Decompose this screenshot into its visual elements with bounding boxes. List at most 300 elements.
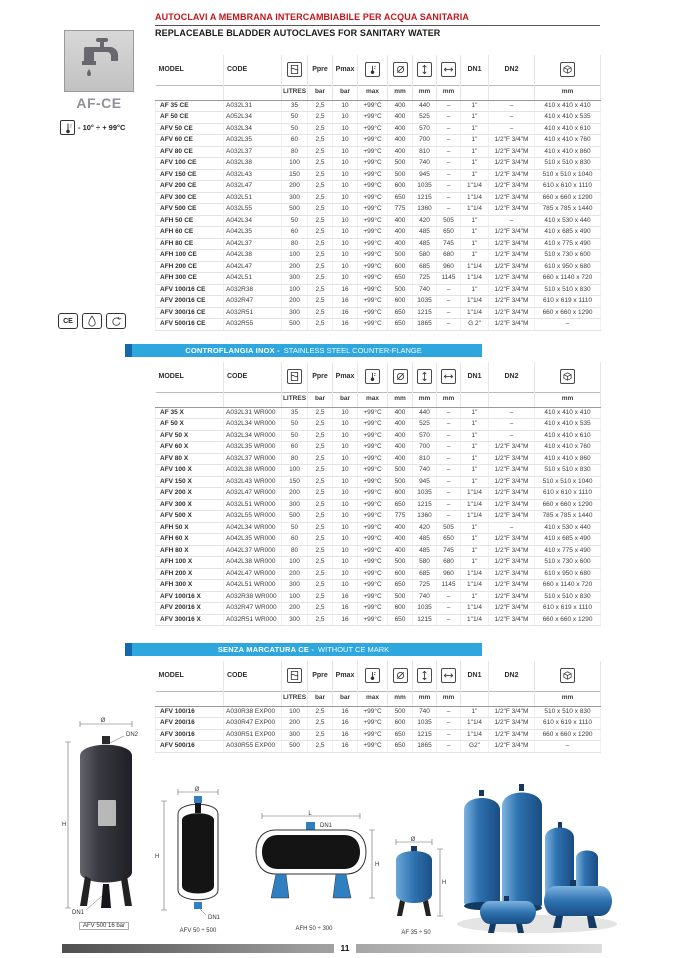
dim-height-label: H	[155, 854, 160, 860]
table-cell: 400	[388, 522, 413, 534]
table-cell: 610 x 619 x 1110	[535, 718, 601, 730]
height-icon	[417, 668, 432, 683]
table-cell: 10	[333, 204, 358, 216]
table-cell: 1/2"F 3/4"M	[489, 250, 535, 262]
table-cell: 580	[413, 557, 437, 569]
temperature-range-badge	[60, 120, 125, 135]
table-cell: 1/2"F 3/4"M	[489, 614, 535, 626]
table-cell: 400	[388, 215, 413, 227]
table-cell: 610 x 619 x 1110	[535, 296, 601, 308]
table-cell: 410 x 410 x 610	[535, 430, 601, 442]
table-row	[156, 407, 601, 419]
unit-mm: mm	[535, 392, 601, 407]
table-cell: AFV 500 CE	[156, 204, 224, 216]
table-cell: A032L38	[224, 158, 282, 170]
table-cell: 16	[333, 741, 358, 753]
capacity-icon	[287, 668, 302, 683]
table-cell: AFV 300/16 X	[156, 614, 224, 626]
table-cell: 1/2"F 3/4"M	[489, 227, 535, 239]
table-cell: 1"1/4	[461, 488, 489, 500]
table-cell: 16	[333, 603, 358, 615]
table-cell: 2,5	[308, 499, 333, 511]
table-cell: 10	[333, 158, 358, 170]
table-cell: 650	[388, 729, 413, 741]
table-cell: 2,5	[308, 557, 333, 569]
table-cell: 410 x 410 x 760	[535, 442, 601, 454]
table-cell: 1035	[413, 296, 437, 308]
col-dn2: DN2	[489, 55, 535, 85]
table-cell: 1/2"F 3/4"M	[489, 169, 535, 181]
table-cell: 16	[333, 296, 358, 308]
table-cell: 1"	[461, 407, 489, 419]
table-cell: A032L35 WR000	[224, 442, 282, 454]
table-cell: 510 x 730 x 600	[535, 250, 601, 262]
table-cell: 1"	[461, 706, 489, 718]
unit-mm: mm	[388, 392, 413, 407]
table-cell: 200	[282, 603, 308, 615]
unit-mm: mm	[437, 691, 461, 706]
table-cell: 400	[388, 100, 413, 112]
table-cell: 775	[388, 511, 413, 523]
table-cell: AFV 500 X	[156, 511, 224, 523]
table-cell: 500	[388, 557, 413, 569]
table-cell: +99°C	[358, 476, 388, 488]
table-cell: –	[489, 522, 535, 534]
table-cell: 1/2"F 3/4"M	[489, 453, 535, 465]
table-cell: 1"1/4	[461, 729, 489, 741]
table-cell: 610 x 950 x 680	[535, 568, 601, 580]
table-row	[156, 568, 601, 580]
table-cell: 300	[282, 499, 308, 511]
table-cell: +99°C	[358, 146, 388, 158]
table-cell: 1"1/4	[461, 296, 489, 308]
col-model: MODEL	[156, 362, 224, 392]
recycle-icon	[106, 313, 126, 329]
table-cell: 660 x 660 x 1290	[535, 614, 601, 626]
table-cell: +99°C	[358, 181, 388, 193]
table-cell: 400	[388, 146, 413, 158]
table-cell: 570	[413, 430, 437, 442]
diagram-horizontal-tank	[246, 810, 382, 932]
table-cell: 80	[282, 146, 308, 158]
table-cell: AFV 100/16 CE	[156, 284, 224, 296]
dn2-label: DN2	[126, 732, 139, 738]
table-cell: 2,5	[308, 296, 333, 308]
dn1-label: DN1	[320, 823, 333, 829]
unit-bar: bar	[308, 691, 333, 706]
table-cell: 775	[388, 204, 413, 216]
table-cell: A032L31	[224, 100, 282, 112]
table-cell: A032R51 WR000	[224, 614, 282, 626]
table-cell: 2,5	[308, 488, 333, 500]
table-cell: 1035	[413, 718, 437, 730]
table-cell: 1215	[413, 729, 437, 741]
table-cell: 500	[388, 591, 413, 603]
table-cell: 650	[388, 307, 413, 319]
table-cell: 1145	[437, 273, 461, 285]
table-cell: 420	[413, 522, 437, 534]
table-cell: –	[437, 465, 461, 477]
table-cell: –	[437, 442, 461, 454]
table-cell: 400	[388, 238, 413, 250]
col-pmax: Pmax	[333, 362, 358, 392]
table-cell: +99°C	[358, 123, 388, 135]
table-cell: A032L47 WR000	[224, 488, 282, 500]
table-cell: 10	[333, 100, 358, 112]
table-cell: 1/2"F 3/4"M	[489, 476, 535, 488]
table-cell: 410 x 410 x 760	[535, 135, 601, 147]
table-cell: A030R55 EXP00	[224, 741, 282, 753]
table-cell: –	[437, 158, 461, 170]
table-cell: 1"1/4	[461, 181, 489, 193]
table-cell: 2,5	[308, 511, 333, 523]
table-row	[156, 158, 601, 170]
table-cell: 10	[333, 442, 358, 454]
table-cell: +99°C	[358, 557, 388, 569]
banner-title-english: STAINLESS STEEL COUNTER-FLANGE	[283, 346, 422, 355]
table-cell: 10	[333, 273, 358, 285]
table-cell: 10	[333, 123, 358, 135]
table-cell: +99°C	[358, 319, 388, 331]
product-image-box	[64, 30, 134, 92]
table-cell: 1/2"F 3/4"M	[489, 465, 535, 477]
table-cell: 1"	[461, 522, 489, 534]
table-cell: +99°C	[358, 419, 388, 431]
table-cell: –	[489, 112, 535, 124]
table-cell: 650	[388, 499, 413, 511]
table-cell: +99°C	[358, 215, 388, 227]
table-cell: 650	[388, 192, 413, 204]
table-cell: 2,5	[308, 465, 333, 477]
table-cell: 60	[282, 227, 308, 239]
table-cell: A042L38	[224, 250, 282, 262]
table-cell: 945	[413, 476, 437, 488]
table-cell: 2,5	[308, 442, 333, 454]
table-cell: 2,5	[308, 215, 333, 227]
table-cell: 500	[282, 511, 308, 523]
table-cell: –	[437, 603, 461, 615]
table-cell: –	[437, 181, 461, 193]
table-cell: A042L34	[224, 215, 282, 227]
table-cell: 10	[333, 419, 358, 431]
table-cell: 1/2"F 3/4"M	[489, 718, 535, 730]
thermometer-icon	[60, 120, 75, 135]
table-cell: A032L34	[224, 123, 282, 135]
table-cell: 2,5	[308, 158, 333, 170]
table-row	[156, 718, 601, 730]
table-cell: +99°C	[358, 614, 388, 626]
table-cell: 10	[333, 112, 358, 124]
height-icon	[417, 369, 432, 384]
table-cell: 1/2"F 3/4"M	[489, 534, 535, 546]
table-cell: AFV 300 X	[156, 499, 224, 511]
table-row	[156, 169, 601, 181]
table-cell: 745	[437, 545, 461, 557]
table-cell: 1"1/4	[461, 614, 489, 626]
table-header-icons-row	[156, 661, 601, 691]
table-cell: AFH 80 X	[156, 545, 224, 557]
table-cell: AFV 60 X	[156, 442, 224, 454]
table-cell: 400	[388, 545, 413, 557]
col-code: CODE	[224, 362, 282, 392]
col-code: CODE	[224, 55, 282, 85]
ce-mark-icon: CE	[58, 313, 78, 329]
table-cell: 1"	[461, 476, 489, 488]
table-cell: 50	[282, 430, 308, 442]
table-row	[156, 112, 601, 124]
table-cell: 1035	[413, 181, 437, 193]
table-cell: 650	[388, 580, 413, 592]
table-cell: 100	[282, 284, 308, 296]
table-cell: 400	[388, 419, 413, 431]
table-row	[156, 453, 601, 465]
table-cell: 10	[333, 580, 358, 592]
table-cell: 410 x 410 x 535	[535, 112, 601, 124]
unit-bar: bar	[333, 85, 358, 100]
table-cell: 410 x 685 x 490	[535, 227, 601, 239]
table-cell: A042L47	[224, 261, 282, 273]
table-cell: 1"	[461, 112, 489, 124]
table-cell: AFV 300 CE	[156, 192, 224, 204]
table-cell: 1865	[413, 741, 437, 753]
table-cell: 420	[413, 215, 437, 227]
table-cell: 10	[333, 453, 358, 465]
table-cell: 740	[413, 591, 437, 603]
table-cell: –	[437, 112, 461, 124]
table-cell: –	[437, 706, 461, 718]
table-cell: 80	[282, 238, 308, 250]
table-cell: 700	[413, 442, 437, 454]
faucet-icon	[76, 37, 122, 86]
table-cell: 1"1/4	[461, 261, 489, 273]
table-cell: 35	[282, 407, 308, 419]
table-cell: AFH 50 X	[156, 522, 224, 534]
table-row	[156, 319, 601, 331]
table-cell: 1"	[461, 227, 489, 239]
table-cell: 1/2"F 3/4"M	[489, 284, 535, 296]
col-code: CODE	[224, 661, 282, 691]
dn1-label: DN1	[208, 915, 221, 921]
table-cell: 1/2"F 3/4"M	[489, 568, 535, 580]
table-cell: A032L51 WR000	[224, 499, 282, 511]
table-cell: –	[437, 169, 461, 181]
table-cell: 2,5	[308, 319, 333, 331]
table-cell: 50	[282, 522, 308, 534]
table-cell: +99°C	[358, 706, 388, 718]
col-model: MODEL	[156, 661, 224, 691]
table-cell: 150	[282, 169, 308, 181]
table-cell: 16	[333, 706, 358, 718]
table-cell: AF 50 X	[156, 419, 224, 431]
table-cell: 2,5	[308, 273, 333, 285]
table-cell: 610 x 950 x 680	[535, 261, 601, 273]
table-cell: 300	[282, 192, 308, 204]
table-cell: AFH 300 X	[156, 580, 224, 592]
table-cell: AFV 200 CE	[156, 181, 224, 193]
table-cell: +99°C	[358, 591, 388, 603]
table-cell: A032R38	[224, 284, 282, 296]
table-cell: 10	[333, 135, 358, 147]
table-cell: 600	[388, 718, 413, 730]
table-cell: 485	[413, 227, 437, 239]
table-cell: 10	[333, 192, 358, 204]
table-cell: 1"	[461, 250, 489, 262]
table-cell: 2,5	[308, 591, 333, 603]
dim-height-label: H	[375, 862, 380, 868]
unit-bar: bar	[308, 392, 333, 407]
table-cell: 2,5	[308, 146, 333, 158]
table-cell: 2,5	[308, 407, 333, 419]
table-cell: 100	[282, 465, 308, 477]
table-cell: 485	[413, 238, 437, 250]
table-row	[156, 545, 601, 557]
certification-icons	[58, 313, 126, 329]
col-pmax: Pmax	[333, 661, 358, 691]
table-cell: 1/2"F 3/4"M	[489, 591, 535, 603]
table-row	[156, 273, 601, 285]
table-cell: 16	[333, 718, 358, 730]
table-cell: AFV 150 CE	[156, 169, 224, 181]
table-cell: A042L47 WR000	[224, 568, 282, 580]
table-cell: 200	[282, 568, 308, 580]
table-row	[156, 729, 601, 741]
table-cell: A032L43 WR000	[224, 476, 282, 488]
table-cell: +99°C	[358, 296, 388, 308]
table-cell: AFV 50 X	[156, 430, 224, 442]
table-cell: 500	[388, 158, 413, 170]
table-cell: 2,5	[308, 718, 333, 730]
table-cell: 2,5	[308, 534, 333, 546]
table-cell: A032L47	[224, 181, 282, 193]
table-cell: 1/2"F 3/4"M	[489, 238, 535, 250]
table-cell: 200	[282, 261, 308, 273]
package-icon	[560, 62, 575, 77]
table-cell: –	[437, 135, 461, 147]
table-cell: 10	[333, 522, 358, 534]
table-cell: 60	[282, 135, 308, 147]
table-cell: 16	[333, 284, 358, 296]
table-cell: A042L34 WR000	[224, 522, 282, 534]
table-cell: –	[437, 476, 461, 488]
banner-accent-block	[125, 643, 132, 656]
table-cell: 680	[437, 557, 461, 569]
table-cell: 1"	[461, 442, 489, 454]
table-cell: 650	[437, 534, 461, 546]
table-row	[156, 522, 601, 534]
table-cell: A032L31 WR000	[224, 407, 282, 419]
table-cell: 16	[333, 729, 358, 741]
table-cell: 440	[413, 100, 437, 112]
table-cell: 650	[437, 227, 461, 239]
table-row	[156, 238, 601, 250]
table-cell: AFV 100/16 X	[156, 591, 224, 603]
table-row	[156, 261, 601, 273]
table-cell: 2,5	[308, 261, 333, 273]
table-cell: 1"	[461, 465, 489, 477]
table-cell: +99°C	[358, 158, 388, 170]
table-cell: 1"	[461, 284, 489, 296]
table-cell: A032R55	[224, 319, 282, 331]
table-cell: 525	[413, 419, 437, 431]
table-cell: A032L35	[224, 135, 282, 147]
table-cell: +99°C	[358, 238, 388, 250]
table-cell: AFV 200/16 CE	[156, 296, 224, 308]
col-dn2: DN2	[489, 362, 535, 392]
table-cell: 410 x 530 x 440	[535, 522, 601, 534]
table-cell: AFH 80 CE	[156, 238, 224, 250]
table-cell: +99°C	[358, 580, 388, 592]
table-cell: 1"	[461, 158, 489, 170]
table-cell: 410 x 775 x 490	[535, 238, 601, 250]
table-cell: 945	[413, 169, 437, 181]
table-cell: AFV 50 CE	[156, 123, 224, 135]
table-cell: 50	[282, 112, 308, 124]
table-cell: –	[437, 296, 461, 308]
col-ppre: Ppre	[308, 55, 333, 85]
table-cell: +99°C	[358, 112, 388, 124]
table-cell: 1/2"F 3/4"M	[489, 741, 535, 753]
unit-mm: mm	[413, 691, 437, 706]
footer-bar	[62, 944, 602, 953]
table-cell: 300	[282, 580, 308, 592]
horizontal-caption: AFH 50 ÷ 300	[295, 926, 333, 932]
table-cell: –	[437, 718, 461, 730]
table-row	[156, 557, 601, 569]
table-cell: 1/2"F 3/4"M	[489, 307, 535, 319]
table-cell: 300	[282, 729, 308, 741]
table-cell: –	[437, 614, 461, 626]
table-cell: 610 x 619 x 1110	[535, 603, 601, 615]
table-cell: –	[437, 419, 461, 431]
unit-litres: LITRES	[282, 691, 308, 706]
unit-bar: bar	[333, 691, 358, 706]
table-cell: 510 x 510 x 1040	[535, 169, 601, 181]
table-cell: 60	[282, 442, 308, 454]
table-cell: –	[489, 419, 535, 431]
unit-mm: mm	[413, 85, 437, 100]
table-cell: 1215	[413, 499, 437, 511]
diameter-icon	[393, 668, 408, 683]
table-cell: A032R38 WR000	[224, 591, 282, 603]
table-cell: A032L34 WR000	[224, 419, 282, 431]
banner-without-ce	[125, 643, 482, 656]
table-row	[156, 307, 601, 319]
table-cell: +99°C	[358, 250, 388, 262]
col-model: MODEL	[156, 55, 224, 85]
unit-max: max	[358, 85, 388, 100]
table-cell: 2,5	[308, 135, 333, 147]
table-cell: AFV 500/16	[156, 741, 224, 753]
table-cell: –	[489, 215, 535, 227]
table-row	[156, 296, 601, 308]
table-cell: 410 x 530 x 440	[535, 215, 601, 227]
table-row	[156, 488, 601, 500]
table-row	[156, 580, 601, 592]
table-cell: 1/2"F 3/4"M	[489, 204, 535, 216]
table-cell: A032L55 WR000	[224, 511, 282, 523]
table-cell: +99°C	[358, 522, 388, 534]
table-cell: +99°C	[358, 729, 388, 741]
unit-mm: mm	[388, 85, 413, 100]
table-cell: 505	[437, 522, 461, 534]
dim-diameter-label: Ø	[194, 787, 200, 793]
table-cell: 1/2"F 3/4"M	[489, 296, 535, 308]
table-row	[156, 146, 601, 158]
table-cell: +99°C	[358, 284, 388, 296]
table-cell: 610 x 610 x 1110	[535, 488, 601, 500]
table-cell: +99°C	[358, 307, 388, 319]
table-cell: 80	[282, 453, 308, 465]
